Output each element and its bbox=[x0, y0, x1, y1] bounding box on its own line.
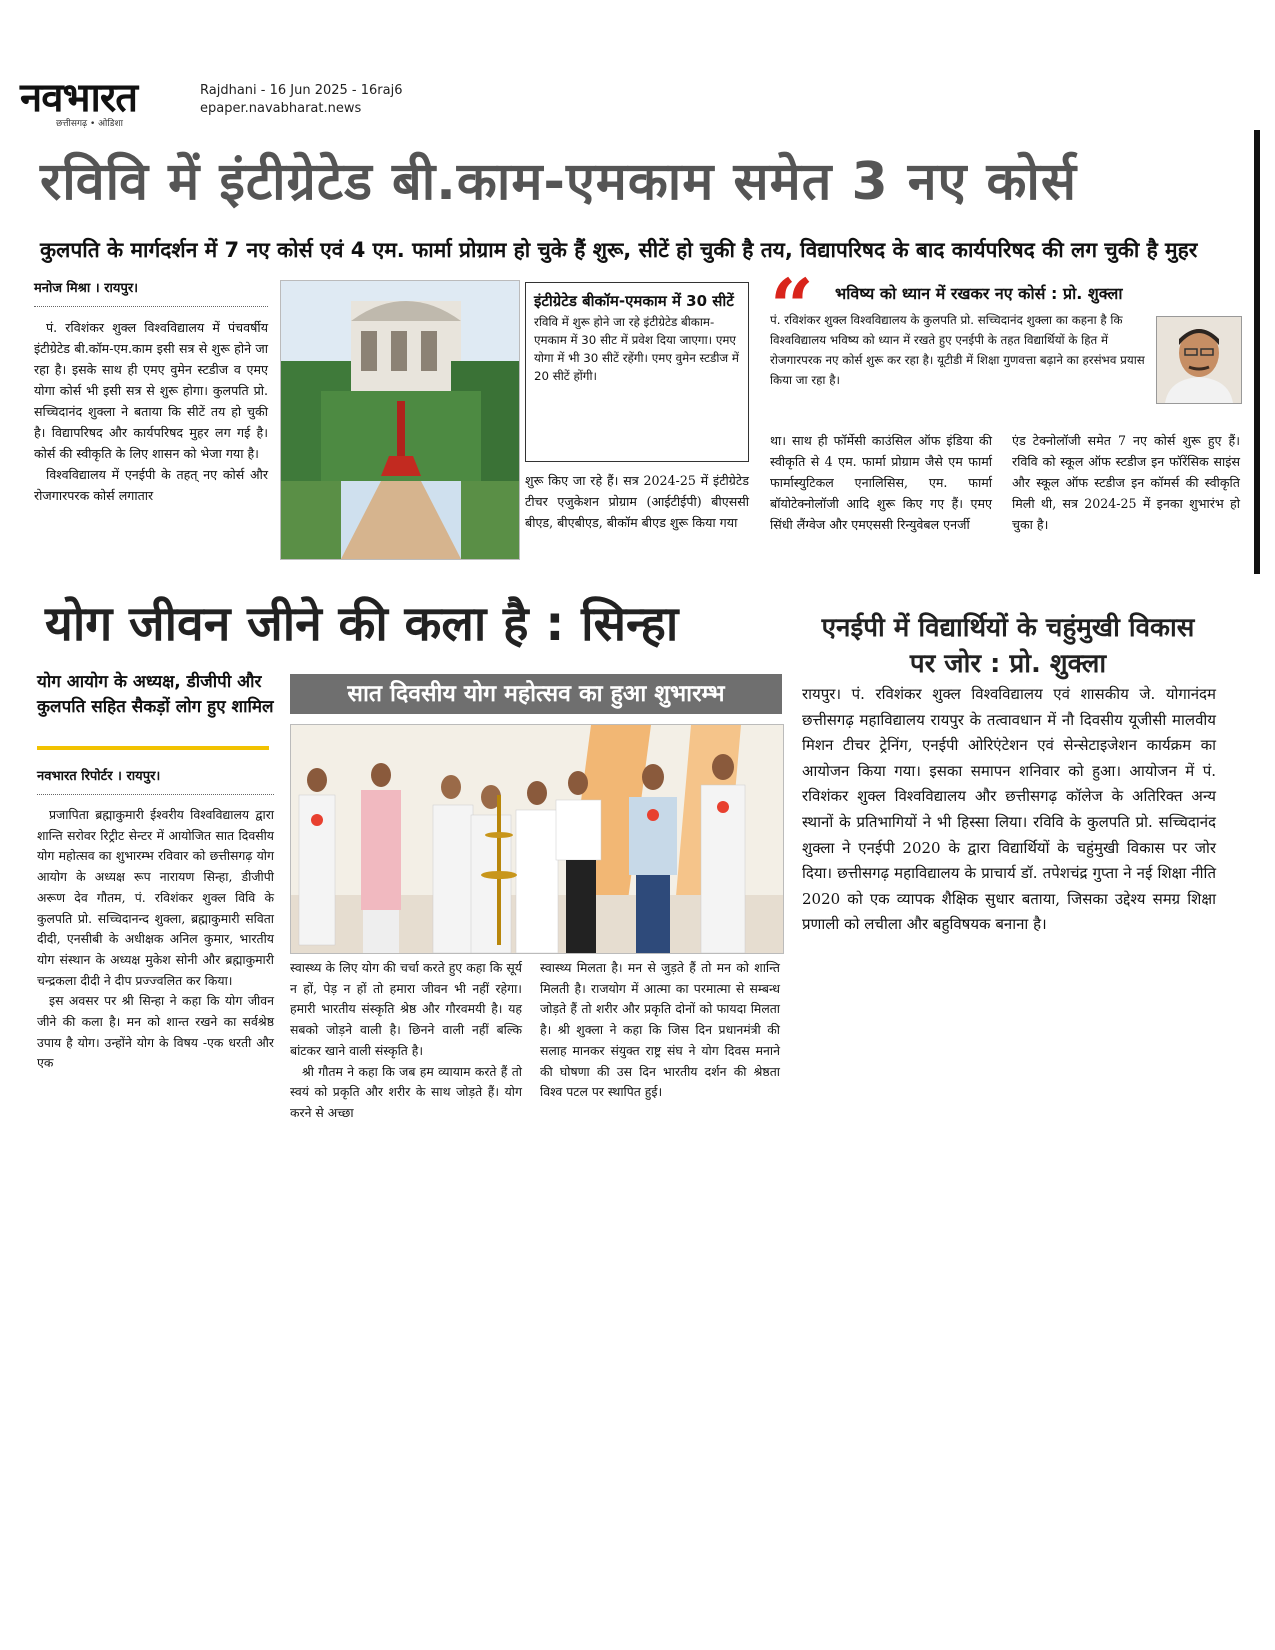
sidebar-box-title: इंटीग्रेटेड बीकॉम-एमकाम में 30 सीटें bbox=[534, 292, 734, 310]
quote-mark-icon: “ bbox=[770, 262, 814, 351]
byline-rule bbox=[34, 306, 268, 307]
story1-col4-text: था। साथ ही फॉर्मेसी काउंसिल ऑफ इंडिया की स्वीकृति से 4 एम. फार्मा प्रोग्राम जैसे एम फार्मा फार्मास्युटिकल एनालिसिस, एम. फार्मा बॉयोटेक्नोलॉजी आदि शुरू किए गए हैं। एमए सिंधी लैंग्वेज और एमएससी रिन्युवेबल एनर्जी bbox=[770, 433, 992, 532]
quote-body: पं. रविशंकर शुक्ल विश्वविद्यालय के कुलपति प्रो. सच्चिदानंद शुक्ला का कहना है कि विश्वविद्यालय भविष्य को ध्यान में रखते हुए एनईपी के तहत विद्यार्थियों के हित में रोजगारपरक नए कोर्स शुरू कर रहा है। यूटीडी में शिक्षा गुणवत्ता बढ़ाने का हरसंभव प्रयास किया जा रहा है। bbox=[770, 313, 1145, 387]
story1-col1-paragraph-2: विश्वविद्यालय में एनईपी के तहत् नए कोर्स और रोजगारपरक कोर्स लगातार bbox=[34, 467, 268, 503]
story3-body: रायपुर। पं. रविशंकर शुक्ल विश्वविद्यालय एवं शासकीय जे. योगानंदम छत्तीसगढ़ महाविद्यालय रायपुर के तत्वावधान में नौ दिवसीय यूजीसी मालवीय मिशन टीचर ट्रेनिंग, एनईपी ओरिएंटेशन एवं सेन्सेटाइजेशन कार्यक्रम का आयोजन किया गया। इसका समापन शनिवार को हुआ। आयोजन में पं. रविशंकर शुक्ल विश्वविद्यालय और छत्तीसगढ़ कॉलेज के अतिरिक्त अन्य स्थानों के प्रतिभागियों ने भी हिस्सा लिया। रविवि के कुलपति प्रो. सच्चिदानंद शुक्ला ने एनईपी 2020 के द्वारा विद्यार्थियों के चहुंमुखी विकास पर जोर दिया। छत्तीसगढ़ महाविद्यालय के प्राचार्य डॉ. तपेशचंद्र गुप्ता ने नई शिक्षा नीति 2020 को एक व्यापक शैक्षिक सुधार बताया, जिसका उद्देश्य समग्र शिक्षा प्रणाली को लचीला और बहुविषयक बनाना है। bbox=[802, 685, 1216, 934]
story1-subhead: कुलपति के मार्गदर्शन में 7 नए कोर्स एवं 4 एम. फार्मा प्रोग्राम हो चुके हैं शुरू, सीटें हो चुकी है तय, विद्यापरिषद के बाद कार्यपरिषद की लग चुकी है मुहर bbox=[40, 238, 1198, 262]
vice-chancellor-portrait bbox=[1156, 316, 1242, 404]
story2-col1-text bbox=[37, 805, 274, 1074]
story1-headline: रविवि में इंटीग्रेटेड बी.काम-एमकाम समेत 3 नए कोर्स bbox=[40, 152, 1078, 212]
yoga-festival-image bbox=[291, 725, 783, 953]
logo-wordmark: नवभारत bbox=[20, 75, 138, 121]
story2-col3-text: स्वास्थ्य मिलता है। मन से जुड़ते हैं तो मन को शान्ति मिलती है। राजयोग में आत्मा का परमात्मा से सम्बन्ध जोड़ते हैं तो शरीर और प्रकृति दोनों को फायदा मिलता है। श्री शुक्ला ने कहा कि जिस दिन प्रधानमंत्री की सलाह मानकर संयुक्त राष्ट्र संघ ने योग दिवस मनाने की घोषणा की उस दिन भारतीय दर्शन की श्रेष्ठता विश्व पटल पर स्थापित हुई। bbox=[540, 960, 780, 1100]
story1-sidebar-box bbox=[525, 282, 749, 462]
edition-line: Rajdhani - 16 Jun 2025 - 16raj6 bbox=[200, 83, 403, 98]
yoga-festival-photo bbox=[290, 724, 784, 954]
quote-title: भविष्य को ध्यान में रखकर नए कोर्स : प्रो. शुक्ला bbox=[835, 284, 1123, 303]
story3-headline: एनईपी में विद्यार्थियों के चहुंमुखी विकास पर जोर : प्रो. शुक्ला bbox=[821, 613, 1195, 679]
story2-photo-banner: सात दिवसीय योग महोत्सव का हुआ शुभारम्भ bbox=[290, 674, 782, 714]
story2-headline: योग जीवन जीने की कला है : सिन्हा bbox=[45, 596, 679, 652]
university-building-image bbox=[281, 281, 519, 559]
story2-column-1 bbox=[37, 768, 274, 1074]
logo-subtitle: छत्तीसगढ़ • ओडिशा bbox=[56, 119, 123, 129]
story1-col1-paragraph-1: पं. रविशंकर शुक्ल विश्वविद्यालय में पंचवर्षीय इंटीग्रेटेड बी.कॉम-एम.काम इसी सत्र से शुरू होने जा रहा है। इसके साथ ही एमए वुमेन स्टडीज व एमए योगा कोर्स भी इसी सत्र से शुरू होगा। कुलपति प्रो. सच्चिदानंद शुक्ला ने बताया कि सीटें तय हो चुकी है। विद्यापरिषद और कार्यपरिषद मुहर लग गई है। कोर्स की स्वीकृति के लिए शासन को भेजा गया है। bbox=[34, 320, 268, 461]
portrait-image bbox=[1157, 317, 1241, 403]
story2-col2-text bbox=[290, 958, 522, 1124]
story2-col1-paragraph-2: इस अवसर पर श्री सिन्हा ने कहा कि योग जीवन जीने की कला है। मन को शान्त रखने का सर्वश्रेष्ठ उपाय है योग। उन्होंने योग के विषय -एक धरती और एक bbox=[37, 993, 274, 1071]
story2-byline: नवभारत रिपोर्टर । रायपुर। bbox=[37, 769, 161, 784]
newspaper-logo bbox=[20, 75, 190, 129]
story2-col1-paragraph-1: प्रजापिता ब्रह्माकुमारी ईश्वरीय विश्वविद्यालय द्वारा शान्ति सरोवर रिट्रीट सेन्टर में आयोजित सात दिवसीय योग महोत्सव का शुभारम्भ रविवार को छत्तीसगढ़ योग आयोग के अध्यक्ष रूप नारायण सिन्हा, डीजीपी अरूण देव गौतम, पं. रविशंकर शुक्ल विवि के कुलपति प्रो. सच्चिदानन्द शुक्ला, ब्रह्माकुमारी सविता दीदी, एनसीबी के अधीक्षक अनिल कुमार, भारतीय योग संस्थान के अध्यक्ष मुकेश सोनी और ब्रह्माकुमारी चन्द्रकला दीदी ने दीप प्रज्ज्वलित कर किया। bbox=[37, 807, 274, 988]
story1-col3-text: शुरू किए जा रहे हैं। सत्र 2024-25 में इंटीग्रेटेड टीचर एजुकेशन प्रोग्राम (आईटीईपी) बीएससी बीएड, बीएबीएड, बीकॉम बीएड शुरू किया गया bbox=[525, 473, 749, 530]
story1-col5-text: एंड टेक्नोलॉजी समेत 7 नए कोर्स शुरू हुए हैं। रविवि को स्कूल ऑफ स्टडीज इन फॉरेंसिक साइंस और स्कूल ऑफ स्टडीज इन कॉमर्स की स्वीकृति मिली थी, सत्र 2024-25 में इनका शुभारंभ हो चुका है। bbox=[1012, 433, 1240, 532]
sidebar-box-body: रविवि में शुरू होने जा रहे इंटीग्रेटेड बीकाम-एमकाम में 30 सीट में प्रवेश दिया जाएगा। एमए योगा में भी 30 सीटें रहेंगी। एमए वुमेन स्टडीज में 20 सीटें होंगी। bbox=[534, 315, 739, 383]
university-building-photo bbox=[280, 280, 520, 560]
story2-col2-paragraph-2: श्री गौतम ने कहा कि जब हम व्यायाम करते हैं तो स्वयं को प्रकृति और शरीर के साथ जोड़ते हैं। योग करने से अच्छा bbox=[290, 1063, 522, 1120]
highlight-bar bbox=[37, 746, 269, 750]
story1-column-1 bbox=[34, 280, 268, 506]
story2-subhead: योग आयोग के अध्यक्ष, डीजीपी और कुलपति सहित सैकड़ों लोग हुए शामिल bbox=[37, 672, 274, 717]
column-divider-bar bbox=[1254, 130, 1260, 574]
edition-info bbox=[200, 82, 402, 118]
byline-rule bbox=[37, 794, 274, 795]
story1-col1-text bbox=[34, 317, 268, 506]
story1-byline: मनोज मिश्रा । रायपुर। bbox=[34, 281, 139, 296]
story2-col2-paragraph-1: स्वास्थ्य के लिए योग की चर्चा करते हुए कहा कि सूर्य न हों, पेड़ न हों तो हमारा जीवन भी नहीं रहेगा। हमारी भारतीय संस्कृति श्रेष्ठ और गौरवमयी है। यह सबको जोड़ने वाली है। छिनने वाली नहीं बल्कि बांटकर खाने वाली संस्कृति है। bbox=[290, 960, 522, 1058]
epaper-url: epaper.navabharat.news bbox=[200, 101, 362, 116]
